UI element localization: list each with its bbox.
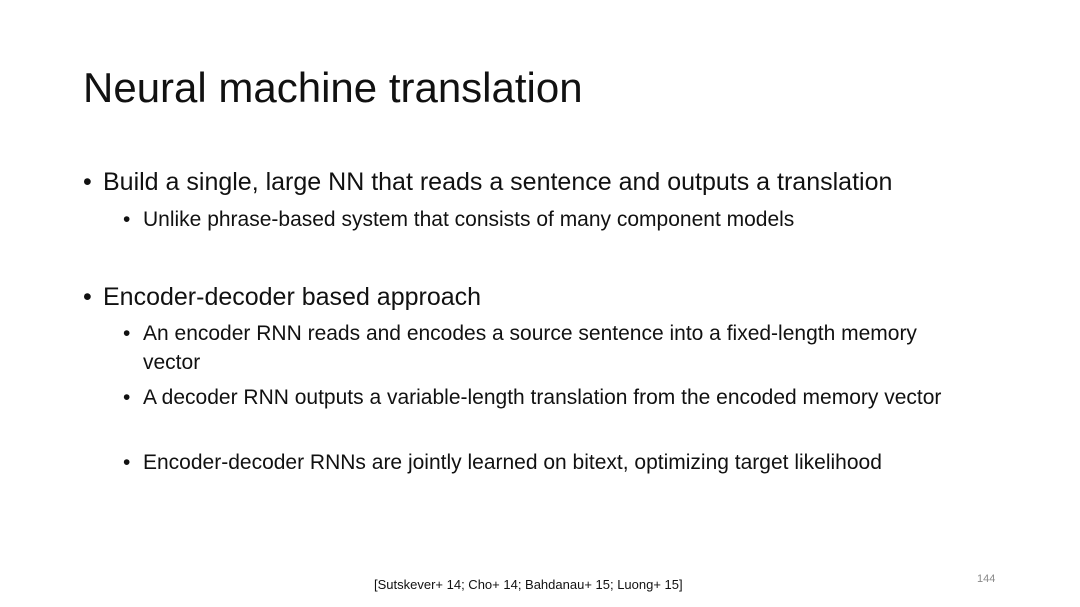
sub-bullet-marker: • [123, 322, 131, 345]
slide-title: Neural machine translation [83, 64, 583, 111]
citation: [Sutskever+ 14; Cho+ 14; Bahdanau+ 15; Luong+ 15] [374, 577, 683, 592]
sub-bullet-item [123, 448, 963, 477]
sub-bullet-item [123, 205, 963, 234]
sub-bullet-text: An encoder RNN reads and encodes a source sentence into a fixed-length memory vector [143, 322, 917, 374]
sub-bullet-text: Unlike phrase-based system that consists of many component models [143, 208, 795, 231]
bullet-text: Build a single, large NN that reads a sentence and outputs a translation [103, 168, 893, 196]
bullet-marker: • [83, 283, 92, 311]
sub-bullet-text: Encoder-decoder RNNs are jointly learned on bitext, optimizing target likelihood [143, 451, 882, 474]
sub-bullet-marker: • [123, 451, 131, 474]
sub-bullet-marker: • [123, 208, 131, 231]
page-number: 144 [977, 573, 996, 585]
bullet-marker: • [83, 168, 92, 196]
sub-bullet-item [123, 319, 963, 377]
sub-bullet-item [123, 383, 963, 412]
sub-bullet-marker: • [123, 386, 131, 409]
sub-bullet-text: A decoder RNN outputs a variable-length translation from the encoded memory vector [143, 386, 942, 409]
bullet-text: Encoder-decoder based approach [103, 283, 482, 311]
